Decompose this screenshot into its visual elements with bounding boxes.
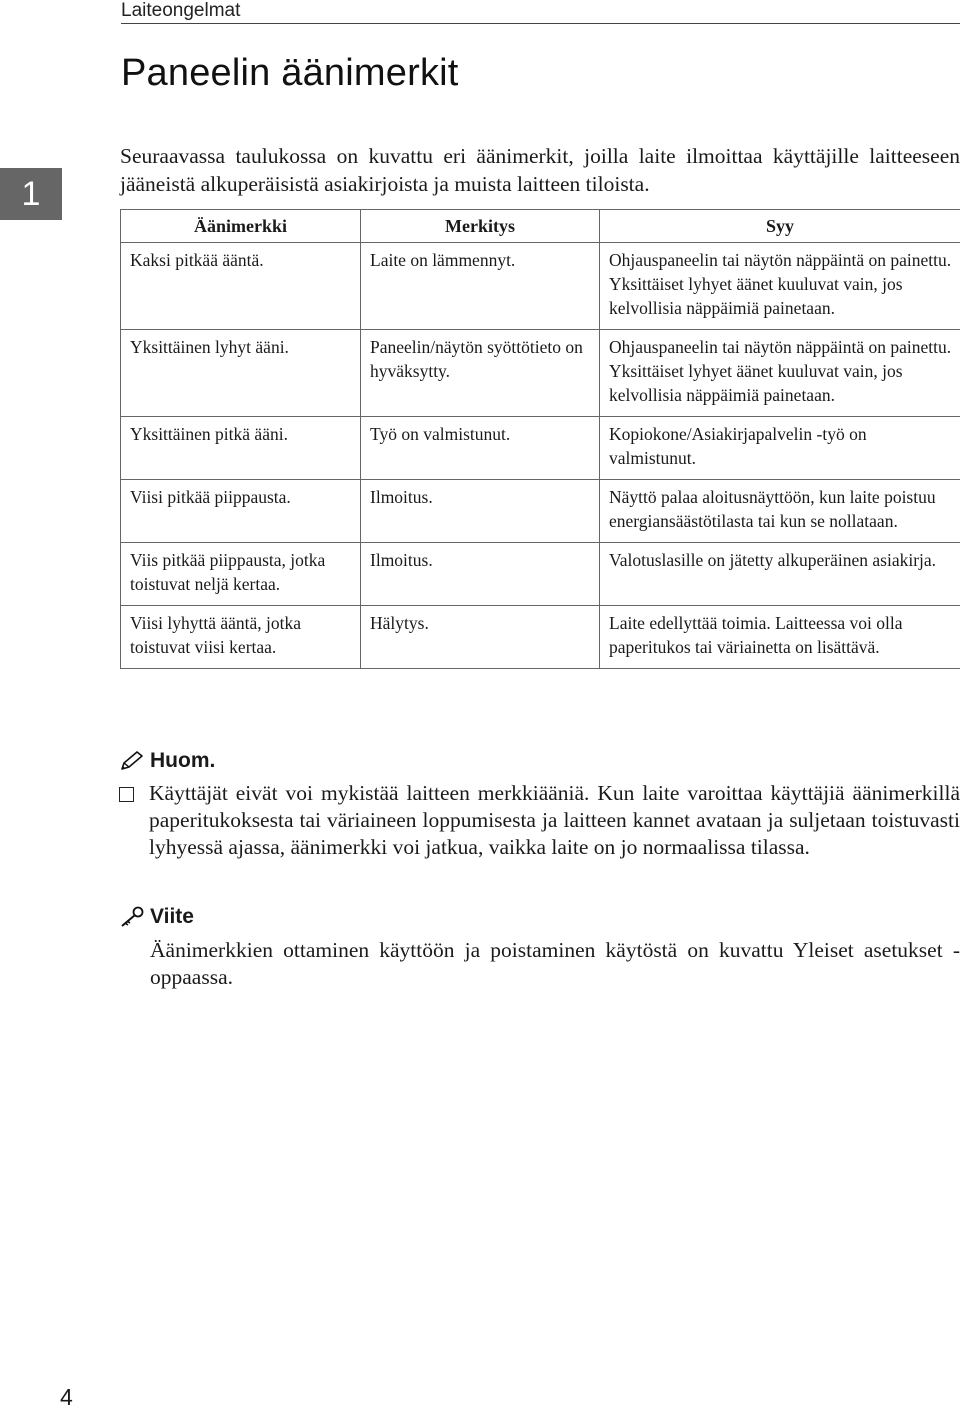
table-cell: Ohjauspaneelin tai näytön näppäintä on painettu. Yksittäiset lyhyet äänet kuuluvat vain, jos kelvollisia näppäimiä painetaan. (600, 330, 960, 417)
page-title: Paneelin äänimerkit (121, 52, 459, 94)
table-cell: Valotuslasille on jätetty alkuperäinen asiakirja. (600, 543, 960, 606)
table-cell: Viis pitkää piippausta, jotka toistuvat neljä kertaa. (121, 543, 361, 606)
table-cell: Laite on lämmennyt. (361, 243, 600, 330)
intro-paragraph: Seuraavassa taulukossa on kuvattu eri äänimerkit, joilla laite ilmoittaa käyttäjille laitteeseen jääneistä alkuperäisistä asiakirjoista ja muista laitteen tiloista. (120, 144, 960, 196)
table-cell: Työ on valmistunut. (361, 417, 600, 480)
table-cell: Näyttö palaa aloitusnäyttöön, kun laite poistuu energiansäästötilasta tai kun se nollataan. (600, 480, 960, 543)
table-cell: Laite edellyttää toimia. Laitteessa voi olla paperitukos tai väriainetta on lisättävä. (600, 606, 960, 669)
beep-table (120, 209, 960, 669)
table-cell: Viisi lyhyttä ääntä, jotka toistuvat viisi kertaa. (121, 606, 361, 669)
table-cell: Kaksi pitkää ääntä. (121, 243, 361, 330)
table-cell: Hälytys. (361, 606, 600, 669)
reference-text: Äänimerkkien ottaminen käyttöön ja poistaminen käytöstä on kuvattu Yleiset asetukset -oppaassa. (150, 938, 960, 989)
page-number: 4 (60, 1384, 73, 1410)
column-header-meaning: Merkitys (361, 210, 600, 243)
table-row (121, 417, 960, 480)
running-header: Laiteongelmat (121, 0, 241, 21)
table-cell: Ilmoitus. (361, 480, 600, 543)
chapter-tab: 1 (0, 168, 62, 220)
reference-heading-label: Viite (150, 905, 194, 928)
table-row (121, 606, 960, 669)
table-row (121, 330, 960, 417)
table-cell: Kopiokone/Asiakirjapalvelin -työ on valmistunut. (600, 417, 960, 480)
table-cell: Yksittäinen lyhyt ääni. (121, 330, 361, 417)
checkbox-icon (119, 787, 134, 802)
table-row (121, 243, 960, 330)
table-row (121, 543, 960, 606)
note-item (119, 780, 960, 861)
key-icon (119, 906, 145, 928)
table-cell: Ilmoitus. (361, 543, 600, 606)
table-cell: Viisi pitkää piippausta. (121, 480, 361, 543)
reference-heading (119, 905, 194, 929)
table-header-row (121, 210, 960, 243)
table-row (121, 480, 960, 543)
table-cell: Yksittäinen pitkä ääni. (121, 417, 361, 480)
table-cell: Paneelin/näytön syöttötieto on hyväksytty. (361, 330, 600, 417)
pencil-icon (119, 750, 145, 772)
note-text: Käyttäjät eivät voi mykistää laitteen merkkiääniä. Kun laite varoittaa käyttäjiä äänimerkillä paperitukoksesta tai väriaineen loppumisesta ja laitteen kannet avataan ja suljetaan toistuvasti lyhyessä ajassa, äänimerkki voi jatkua, vaikka laite on jo normaalissa tilassa. (149, 781, 960, 859)
note-heading (119, 749, 215, 773)
table-cell: Ohjauspaneelin tai näytön näppäintä on painettu. Yksittäiset lyhyet äänet kuuluvat vain, jos kelvollisia näppäimiä painetaan. (600, 243, 960, 330)
column-header-cause: Syy (600, 210, 960, 243)
header-rule (121, 23, 960, 24)
note-heading-label: Huom. (150, 749, 216, 772)
column-header-beep: Äänimerkki (121, 210, 361, 243)
